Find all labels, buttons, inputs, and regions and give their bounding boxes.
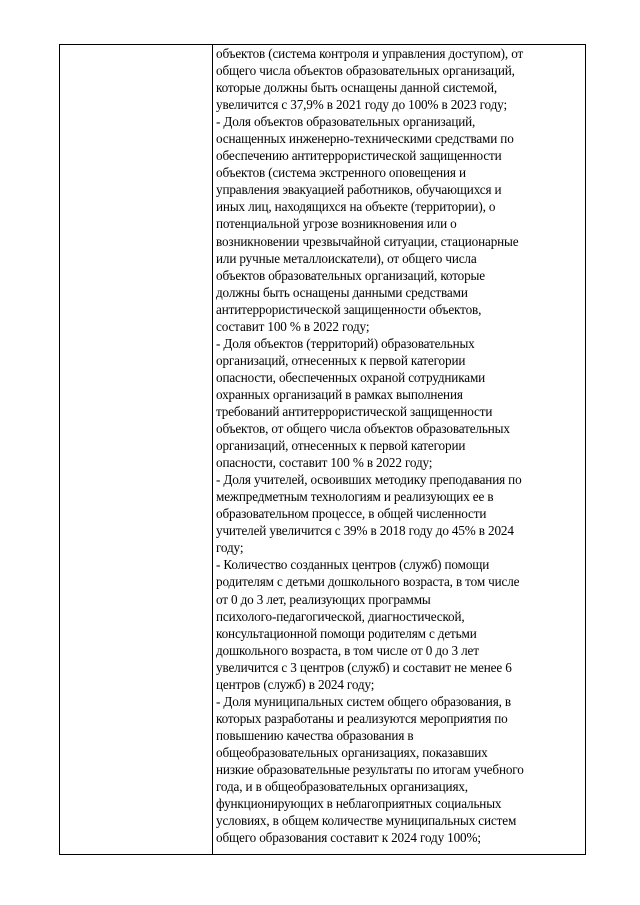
text-line: образовательном процессе, в общей численности xyxy=(216,506,487,522)
text-line: функционирующих в неблагоприятных социальных xyxy=(216,796,502,812)
text-line: потенциальной угрозе возникновения или о xyxy=(216,216,457,232)
text-line: году; xyxy=(216,540,244,556)
text-line: общего числа объектов образовательных организаций, xyxy=(216,63,515,79)
text-line: должны быть оснащены данными средствами xyxy=(216,284,468,300)
text-line: психолого-педагогической, диагностической, xyxy=(216,608,465,624)
text-line: объектов образовательных организаций, которые xyxy=(216,267,485,283)
text-line: года, и в общеобразовательных организациях, xyxy=(216,779,468,795)
text-line: оснащенных инженерно-техническими средствами по xyxy=(216,131,514,147)
text-line: требований антитеррористической защищенности xyxy=(216,403,493,419)
text-line: возникновении чрезвычайной ситуации, стационарные xyxy=(216,233,519,249)
text-line: - Доля объектов (территорий) образовательных xyxy=(216,335,475,351)
text-line: обеспечению антитеррористической защищенности xyxy=(216,148,502,164)
text-line: объектов (система контроля и управления доступом), от xyxy=(216,46,524,61)
text-line: - Количество созданных центров (служб) помощи xyxy=(216,557,490,573)
text-line: увеличится с 37,9% в 2021 году до 100% в 2023 году; xyxy=(216,97,507,113)
text-line: повышению качества образования в xyxy=(216,727,414,743)
text-line: общего образования составит к 2024 году 100%; xyxy=(216,830,481,846)
text-line: общеобразовательных организациях, показавших xyxy=(216,744,488,760)
text-line: условиях, в общем количестве муниципальных систем xyxy=(216,813,517,829)
text-line: опасности, составит 100 % в 2022 году; xyxy=(216,455,433,471)
text-line: - Доля муниципальных систем общего образования, в xyxy=(216,693,511,709)
indicators-text xyxy=(213,45,585,846)
text-line: - Доля объектов образовательных организаций, xyxy=(216,114,476,130)
text-line: которых разработаны и реализуются мероприятия по xyxy=(216,710,508,726)
text-line: антитеррористической защищенности объектов, xyxy=(216,301,482,317)
text-line: межпредметным технологиям и реализующих ее в xyxy=(216,489,494,505)
text-line: объектов (система экстренного оповещения и xyxy=(216,165,466,181)
text-line: - Доля учителей, освоивших методику преподавания по xyxy=(216,472,522,488)
document-table xyxy=(59,44,586,855)
text-line: дошкольного возраста, в том числе от 0 до 3 лет xyxy=(216,642,479,658)
text-line: учителей увеличится с 39% в 2018 году до 45% в 2024 xyxy=(216,523,514,539)
text-line: консультационной помощи родителям с детьми xyxy=(216,625,477,641)
text-line: низкие образовательные результаты по итогам учебного xyxy=(216,761,524,777)
table-row xyxy=(60,45,586,855)
text-line: опасности, обеспеченных охраной сотрудниками xyxy=(216,369,486,385)
text-line: охранных организаций в рамках выполнения xyxy=(216,386,463,402)
left-empty-cell xyxy=(60,45,213,855)
text-line: которые должны быть оснащены данной системой, xyxy=(216,80,498,96)
text-line: организаций, отнесенных к первой категории xyxy=(216,352,466,368)
text-line: иных лиц, находящихся на объекте (территории), о xyxy=(216,199,496,215)
text-line: управления эвакуацией работников, обучающихся и xyxy=(216,182,502,198)
text-line: от 0 до 3 лет, реализующих программы xyxy=(216,591,431,607)
text-line: объектов, от общего числа объектов образовательных xyxy=(216,421,510,437)
indicators-cell xyxy=(213,45,586,855)
text-line: организаций, отнесенных к первой категории xyxy=(216,438,466,454)
text-line: центров (служб) в 2024 году; xyxy=(216,676,375,692)
text-line: родителям с детьми дошкольного возраста, в том числе xyxy=(216,574,520,590)
text-line: или ручные металлоискатели), от общего числа xyxy=(216,250,477,266)
text-line: составит 100 % в 2022 году; xyxy=(216,318,370,334)
text-line: увеличится с 3 центров (служб) и составит не менее 6 xyxy=(216,659,512,675)
